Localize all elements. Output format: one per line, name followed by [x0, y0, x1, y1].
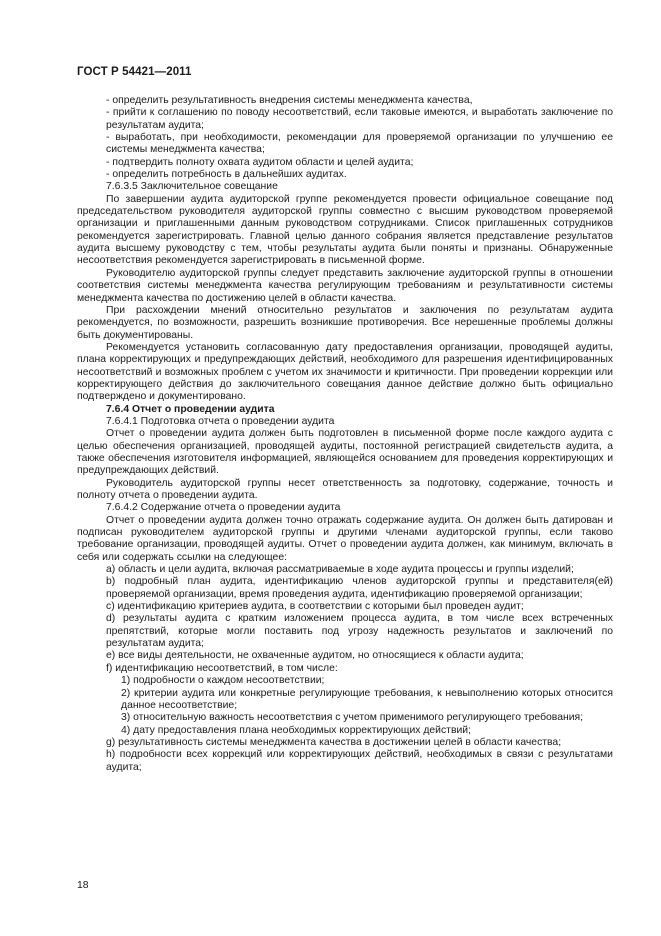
page-number: 18	[77, 880, 89, 891]
paragraph: Руководителю аудиторской группы следует представить заключение аудиторской группы в отношении соответствия системы менеджмента качества регулирующим требованиям и результативности системы менеджмента качества по достижению целей в области качества.	[77, 267, 613, 304]
list-item-f: f) идентификацию несоответствий, в том числе:	[106, 662, 338, 674]
section-heading-7-6-4: 7.6.4 Отчет о проведении аудита	[106, 403, 275, 415]
sub-list-item-4: 4) дату предоставления плана необходимых корректирующих действий;	[121, 724, 471, 736]
sub-list-item-3: 3) относительную важность несоответствия с учетом применимого регулирующего требования;	[121, 712, 584, 724]
sub-list-item-2: 2) критерии аудита или конкретные регулирующие требования, к невыполнению которых относится данное несоответствие;	[121, 687, 613, 711]
section-heading-7-6-3-5: 7.6.3.5 Заключительное совещание	[106, 181, 278, 193]
list-item-c: c) идентификацию критериев аудита, в соответствии с которыми был проведен аудит;	[106, 601, 524, 613]
list-item: - прийти к соглашению по поводу несоответствий, если таковые имеются, и выработать заключение по результатам аудита;	[106, 107, 613, 131]
section-heading-7-6-4-1: 7.6.4.1 Подготовка отчета о проведении аудита	[106, 415, 335, 427]
list-item-g: g) результативность системы менеджмента качества в достижении целей в области качества;	[106, 736, 562, 748]
document-body	[77, 95, 613, 774]
list-item-b: b) подробный план аудита, идентификацию членов аудиторской группы и представителя(ей) проверяемой организации, время проведения аудита, идентификацию проверяемой организации;	[106, 576, 613, 600]
list-item-a: a) область и цели аудита, включая рассматриваемые в ходе аудита процессы и группы изделий;	[106, 564, 574, 576]
list-item: - определить потребность в дальнейших аудитах.	[106, 169, 347, 181]
list-item-h: h) подробности всех коррекций или корректирующих действий, необходимых в связи с результатами аудита;	[106, 749, 613, 773]
standard-designation: ГОСТ Р 54421—2011	[77, 66, 192, 78]
paragraph: Отчет о проведении аудита должен быть подготовлен в письменной форме после каждого аудита с целью обеспечения организацией, проводящей аудиты, постоянной регистрацией свидетельств аудита, а также обеспечения изготовителя информацией, являющейся основанием для проведения корректирующих и предупреждающих действий.	[77, 428, 613, 477]
list-item: - подтвердить полноту охвата аудитом области и целей аудита;	[106, 156, 414, 168]
paragraph: Рекомендуется установить согласованную дату предоставления организации, проводящей аудиты, плана корректирующих и предупреждающих действий, необходимого для разрешения идентифицированных несоответствий и возможных проблем с учетом их значимости и критичности. При проведении коррекции или корректирующего действия до заключительного совещания данное действие должно быть официально подтверждено и документировано.	[77, 341, 613, 403]
paragraph: По завершении аудита аудиторской группе рекомендуется провести официальное совещание под председательством руководителя аудиторской группы совместно с высшим руководством проверяемой организации и приглашенными данным руководством сотрудниками. Список приглашенных сотрудников рекомендуется зарегистрировать. Главной целью данного собрания является представление результатов аудита высшему руководству с тем, чтобы результаты аудита были поняты и признаны. Обнаруженные несоответствия рекомендуется зарегистрировать в письменной форме.	[77, 193, 613, 267]
section-heading-7-6-4-2: 7.6.4.2 Содержание отчета о проведении аудита	[106, 502, 341, 514]
paragraph: Руководитель аудиторской группы несет ответственность за подготовку, содержание, точность и полноту отчета о проведении аудита.	[77, 477, 613, 501]
list-item: - выработать, при необходимости, рекомендации для проверяемой организации по улучшению ее системы менеджмента качества;	[106, 132, 613, 156]
paragraph: Отчет о проведении аудита должен точно отражать содержание аудита. Он должен быть датирован и подписан руководителем аудиторской группы и другими членами аудиторской группы, если таково требование организации, проводящей аудиты. Отчет о проведении аудита должен, как минимум, включать в себя или содержать ссылки на следующее:	[77, 514, 613, 563]
list-item: - определить результативность внедрения системы менеджмента качества,	[106, 95, 473, 106]
paragraph: При расхождении мнений относительно результатов и заключения по результатам аудита рекомендуется, по возможности, разрешить возникшие противоречия. Все нерешенные проблемы должны быть документированы.	[77, 304, 613, 341]
list-item-d: d) результаты аудита с кратким изложением процесса аудита, в том числе всех встреченных препятствий, которые могли поставить под угрозу надежность результатов и заключений по результатам аудита;	[106, 613, 613, 650]
list-item-e: e) все виды деятельности, не охваченные аудитом, но относящиеся к области аудита;	[106, 650, 524, 662]
sub-list-item-1: 1) подробности о каждом несоответствии;	[121, 675, 325, 687]
